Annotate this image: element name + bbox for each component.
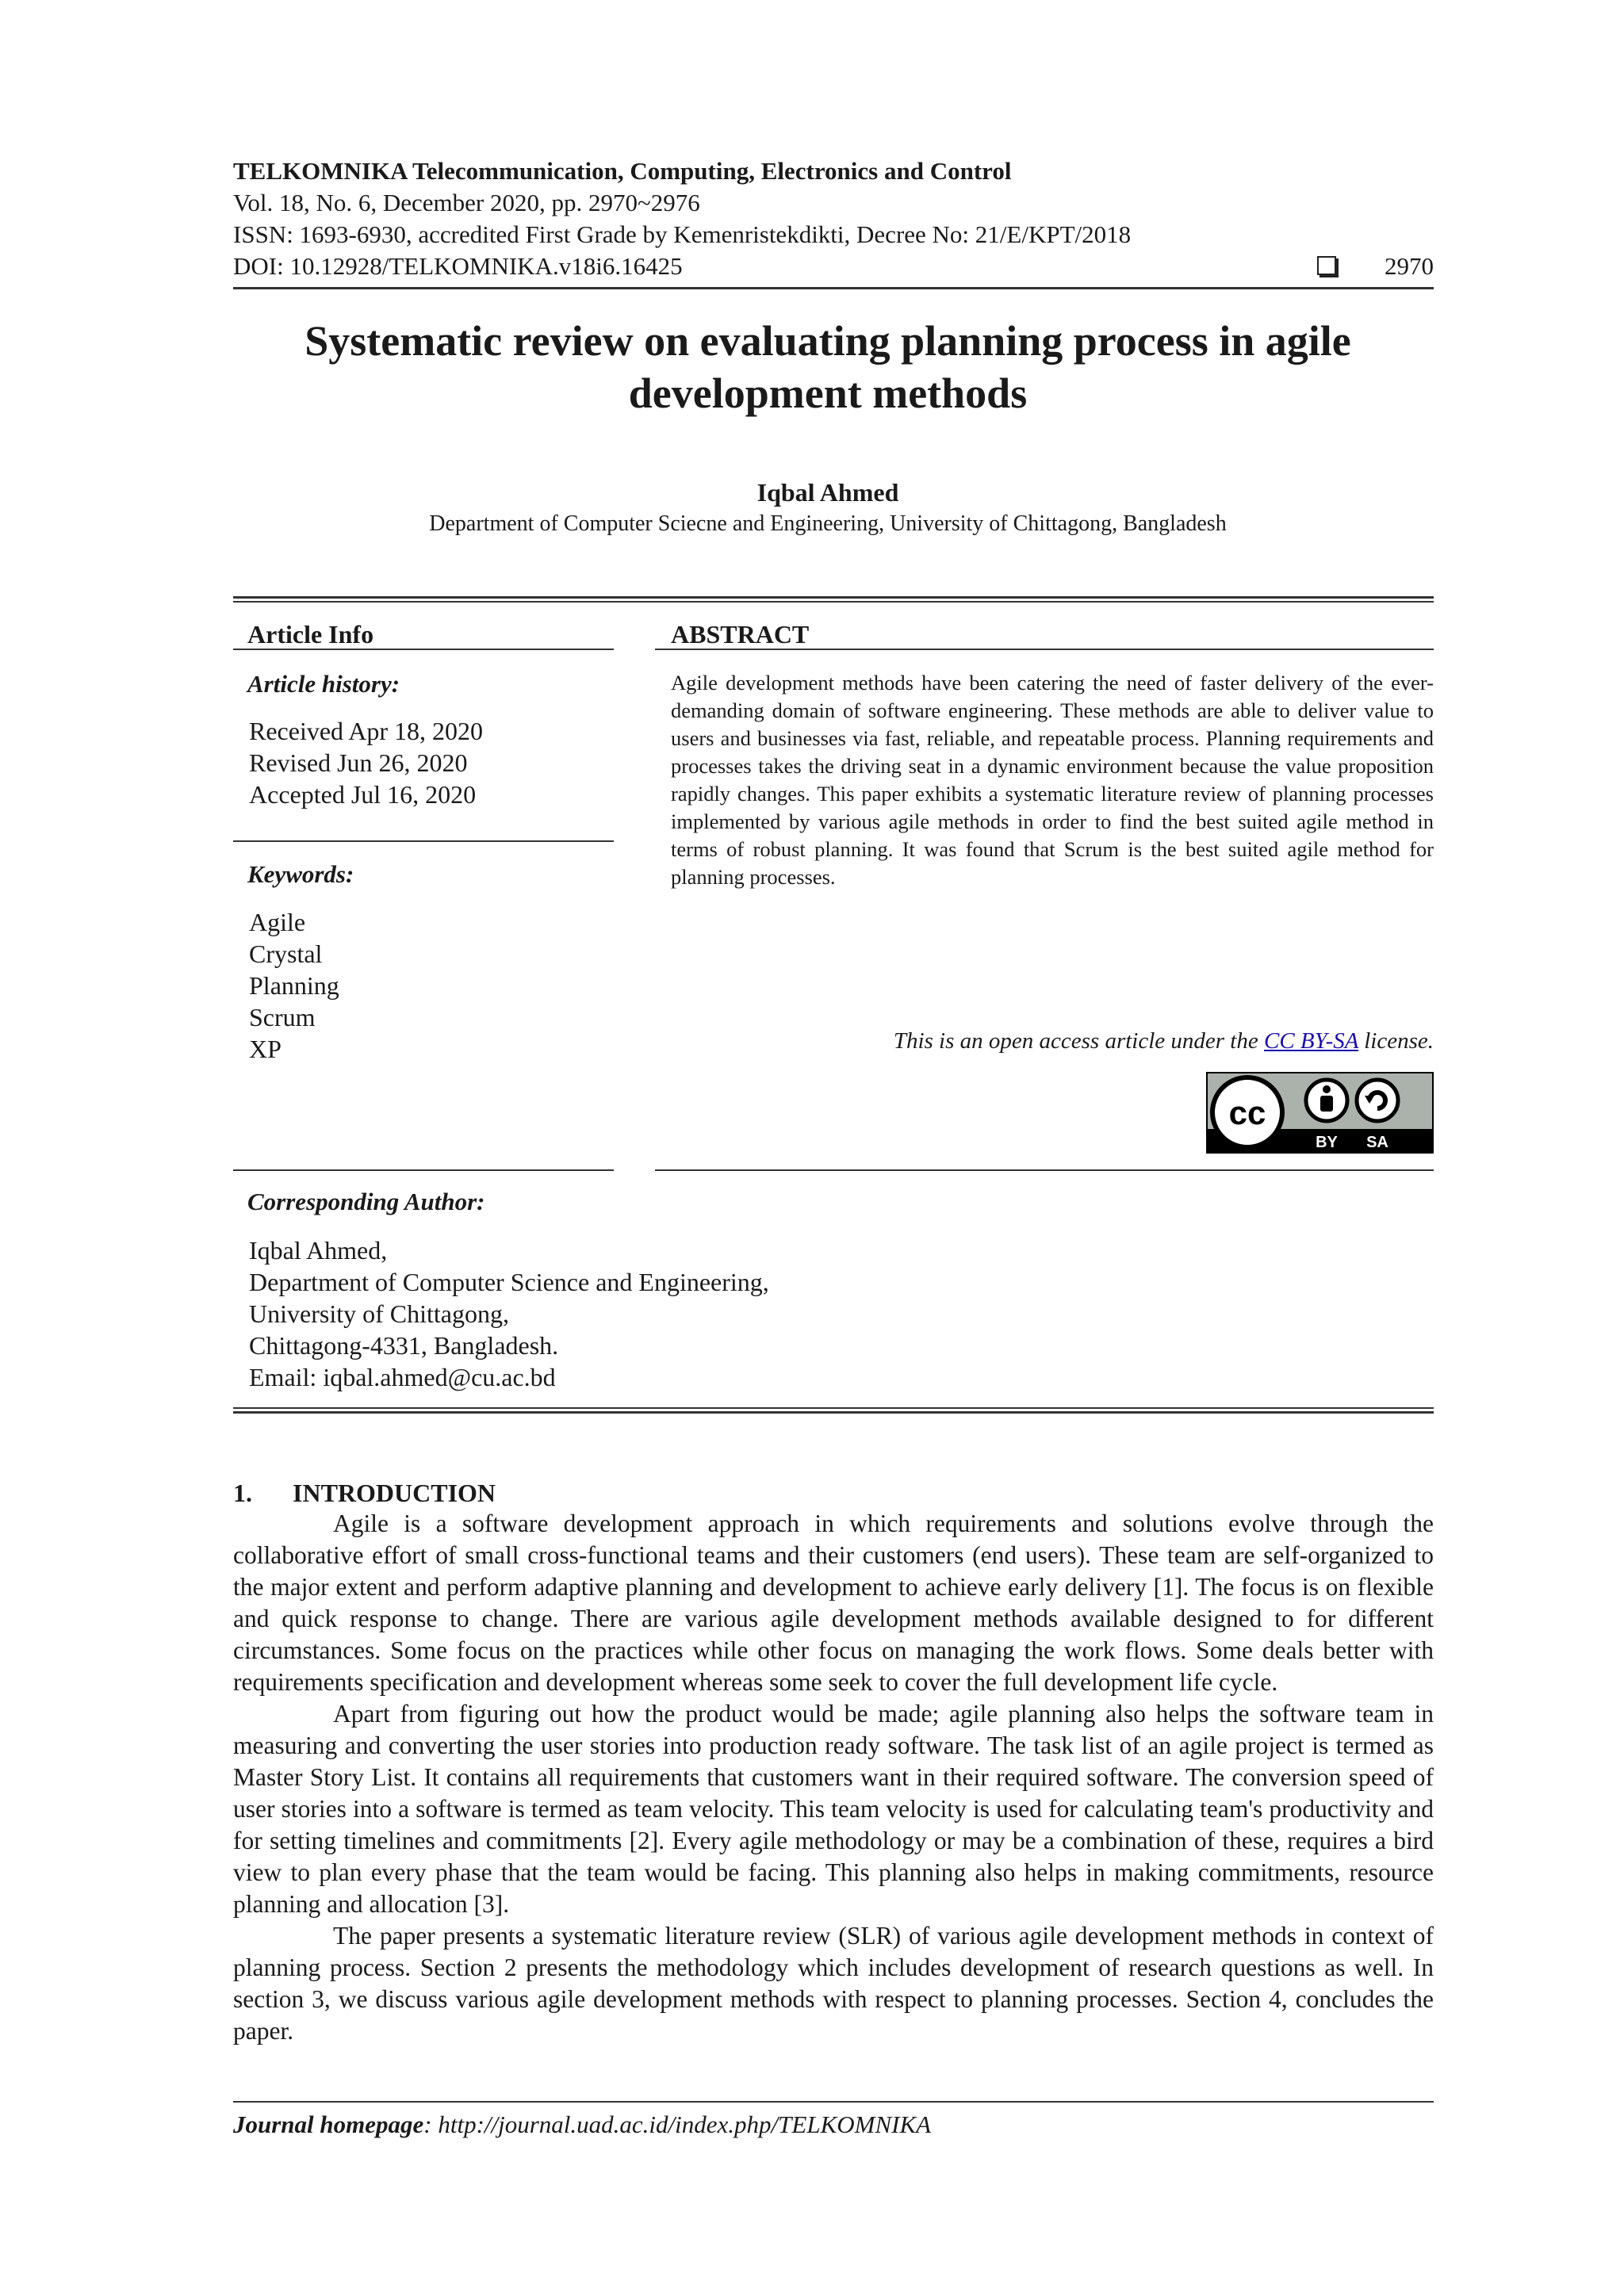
history-rule — [233, 840, 614, 842]
issn-info: ISSN: 1693-6930, accredited First Grade by Kemenristekdikti, Decree No: 21/E/KPT/2018 — [233, 220, 1132, 248]
body-paragraph: Agile is a software development approach in which requirements and solutions evolve through the collaborative effort of small cross-functional teams and their customers (end users). These team are self-organized to the major extent and perform adaptive planning and development to achieve early delivery [1]. The focus is on flexible and quick response to change. There are various agile development methods available designed to for different circumstances. Some focus on the practices while other focus on managing the work flows. Some deals better with requirements specification and development whereas some seek to cover the full development life cycle. — [233, 1510, 1434, 1696]
journal-name: TELKOMNIKA Telecommunication, Computing, Electronics and Control — [233, 157, 1012, 185]
corresponding-email: Email: iqbal.ahmed@cu.ac.bd — [249, 1363, 556, 1391]
introduction-body — [233, 1508, 1434, 2047]
abstract-heading: ABSTRACT — [671, 620, 810, 649]
keyword-item: Scrum — [249, 1003, 316, 1031]
info-top-rule-2 — [233, 601, 1434, 603]
received-date: Received Apr 18, 2020 — [249, 717, 484, 745]
keywords-heading: Keywords: — [247, 860, 354, 888]
square-bullet-icon — [1317, 256, 1336, 275]
corresponding-line: Iqbal Ahmed, — [249, 1236, 388, 1265]
keyword-item: XP — [249, 1035, 282, 1063]
section-heading-introduction — [233, 1479, 496, 1508]
header-rule — [233, 287, 1434, 289]
corresponding-line: Department of Computer Science and Engineering, — [249, 1268, 769, 1296]
corresponding-line: Chittagong-4331, Bangladesh. — [249, 1331, 559, 1360]
abstract-rule — [655, 649, 1434, 650]
keyword-item: Agile — [249, 908, 306, 936]
keyword-item: Planning — [249, 971, 339, 1000]
section-title: INTRODUCTION — [293, 1479, 496, 1507]
page-number: 2970 — [1385, 252, 1434, 280]
license-prefix: This is an open access article under the — [893, 1028, 1264, 1054]
badge-cc-label: cc — [1228, 1094, 1266, 1131]
section-number: 1. — [233, 1479, 252, 1507]
article-info-heading: Article Info — [247, 620, 374, 649]
paper-title: Systematic review on evaluating planning process in agile development methods — [304, 317, 1351, 417]
article-history-heading: Article history: — [247, 670, 400, 698]
abstract-text: Agile development methods have been catering the need of faster delivery of the ever-demanding domain of software engineering. These methods are able to deliver value to users and businesses via fast, reliable, and repeatable process. Planning requirements and processes takes the driving seat in a dynamic environment because the value proposition rapidly changes. This paper exhibits a systematic literature review of planning processes implemented by various agile methods in order to find the best suited agile method in terms of robust planning. It was found that Scrum is the best suited agile method for planning processes. — [671, 671, 1434, 889]
body-paragraph: Apart from figuring out how the product would be made; agile planning also helps the software team in measuring and converting the user stories into production ready software. The task list of an agile project is termed as Master Story List. It contains all requirements that customers want in their required software. The conversion speed of user stories into a software is termed as team velocity. This team velocity is used for calculating team's productivity and for setting timelines and commitments [2]. Every agile methodology or may be a combination of these, requires a bird view to plan every phase that the team would be facing. This planning also helps in making commitments, resource planning and allocation [3]. — [233, 1700, 1434, 1918]
info-bottom-rule — [233, 1407, 1434, 1409]
article-info-rule — [233, 649, 614, 650]
revised-date: Revised Jun 26, 2020 — [249, 748, 468, 777]
corresponding-author-heading: Corresponding Author: — [247, 1188, 485, 1215]
author-name: Iqbal Ahmed — [756, 478, 899, 507]
license-statement — [894, 1028, 1434, 1054]
info-top-rule — [233, 596, 1434, 599]
keyword-item: Crystal — [249, 939, 323, 968]
footer-rule — [233, 2101, 1434, 2103]
author-affiliation: Department of Computer Sciecne and Engineering, University of Chittagong, Bangladesh — [429, 511, 1227, 536]
body-paragraph: The paper presents a systematic literature review (SLR) of various agile development methods in context of planning process. Section 2 presents the methodology which includes development of research questions as well. In section 3, we discuss various agile development methods with respect to planning processes. Section 4, concludes the paper. — [233, 1922, 1434, 2045]
abstract-bottom-rule — [655, 1169, 1434, 1171]
corresponding-line: University of Chittagong, — [249, 1299, 509, 1328]
info-bottom-rule-2 — [233, 1411, 1434, 1414]
license-suffix: license. — [1358, 1028, 1434, 1054]
badge-by-label: BY — [1316, 1134, 1338, 1151]
volume-info: Vol. 18, No. 6, December 2020, pp. 2970~2976 — [233, 189, 700, 216]
footer-url[interactable]: : http://journal.uad.ac.id/index.php/TELKOMNIKA — [423, 2110, 932, 2138]
accepted-date: Accepted Jul 16, 2020 — [249, 780, 477, 809]
keywords-rule — [233, 1169, 614, 1171]
cc-by-sa-badge-icon[interactable] — [1206, 1072, 1434, 1154]
badge-sa-label: SA — [1366, 1134, 1388, 1151]
cc-by-sa-link[interactable]: CC BY-SA — [1264, 1028, 1358, 1054]
footer-label: Journal homepage — [233, 2110, 424, 2138]
journal-homepage — [233, 2110, 931, 2139]
doi-info: DOI: 10.12928/TELKOMNIKA.v18i6.16425 — [233, 252, 683, 280]
